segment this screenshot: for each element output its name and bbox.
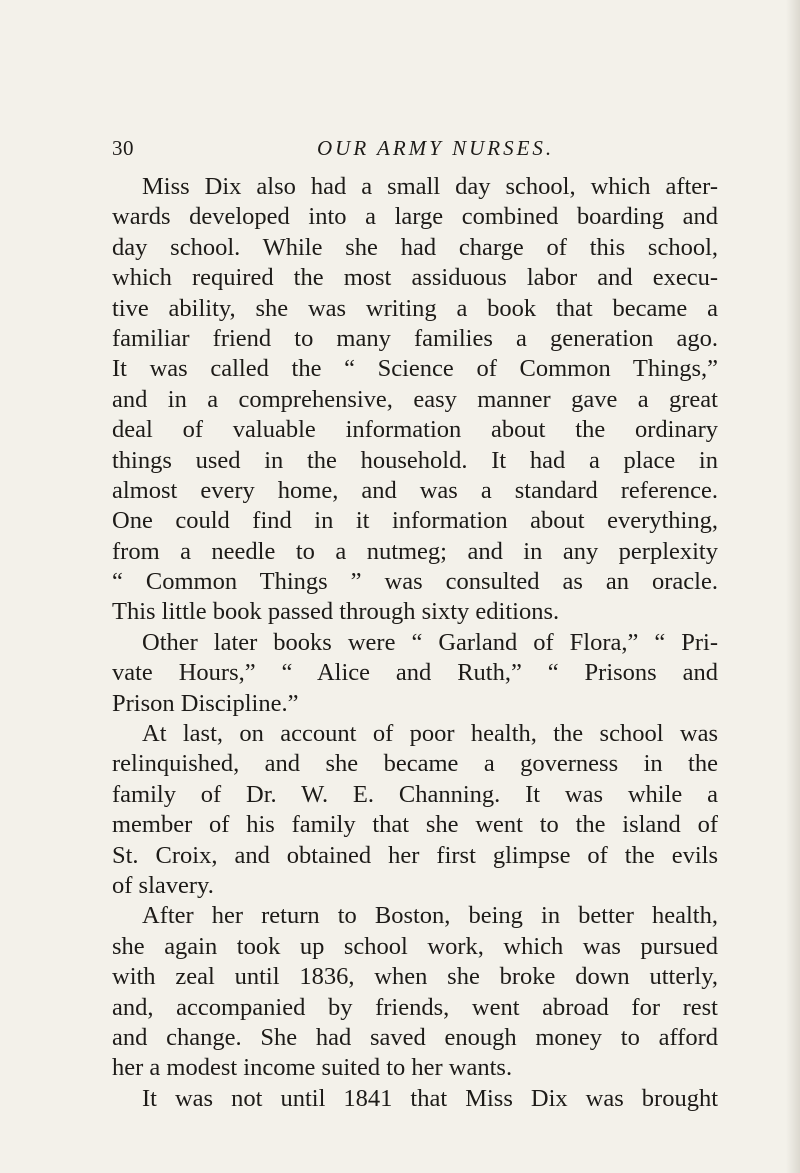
running-header (112, 136, 672, 162)
text-line: Other later books were “ Garland of Flora,” “ Pri- (142, 628, 718, 656)
text-line: with zeal until 1836, when she broke down utterly, (112, 963, 718, 991)
text-line: and change. She had saved enough money to afford (112, 1023, 718, 1051)
text-line: Miss Dix also had a small day school, which after- (142, 173, 718, 200)
text-line: and, accompanied by friends, went abroad for rest (112, 993, 718, 1021)
text-line: of slavery. (112, 871, 214, 899)
text-line: This little book passed through sixty editions. (112, 598, 560, 626)
text-line: she again took up school work, which was pursued (112, 932, 718, 960)
text-line: which required the most assiduous labor and execu- (112, 264, 718, 292)
text-line: relinquished, and she became a governess in the (112, 750, 718, 778)
text-line: Prison Discipline.” (112, 689, 299, 717)
text-line: almost every home, and was a standard reference. (112, 476, 718, 504)
text-line: tive ability, she was writing a book that became a (112, 294, 718, 322)
text-line: At last, on account of poor health, the school was (142, 720, 718, 748)
text-line: One could find in it information about everything, (112, 507, 718, 535)
text-line: things used in the household. It had a place in (112, 446, 718, 474)
text-line: vate Hours,” “ Alice and Ruth,” “ Prisons and (112, 659, 718, 687)
text-line: It was not until 1841 that Miss Dix was brought (142, 1084, 718, 1112)
text-line: deal of valuable information about the ordinary (112, 416, 718, 444)
text-line: familiar friend to many families a generation ago. (112, 324, 718, 352)
text-line: her a modest income suited to her wants. (112, 1054, 513, 1082)
running-title: OUR ARMY NURSES. (317, 136, 555, 160)
text-line: day school. While she had charge of this school, (112, 233, 718, 261)
text-line: from a needle to a nutmeg; and in any perplexity (112, 537, 718, 565)
text-line: “ Common Things ” was consulted as an oracle. (112, 568, 718, 596)
text-line: wards developed into a large combined boarding and (112, 203, 718, 231)
text-line: After her return to Boston, being in better health, (142, 902, 718, 930)
text-line: family of Dr. W. E. Channing. It was while a (112, 780, 718, 808)
text-line: It was called the “ Science of Common Things,” (112, 355, 718, 383)
text-line: St. Croix, and obtained her first glimpse of the evils (112, 841, 718, 869)
page-edge-shadow (786, 0, 800, 1173)
body-text (112, 172, 718, 1114)
text-line: and in a comprehensive, easy manner gave a great (112, 385, 718, 413)
text-line: member of his family that she went to the island of (112, 811, 718, 839)
page-number: 30 (112, 136, 134, 160)
